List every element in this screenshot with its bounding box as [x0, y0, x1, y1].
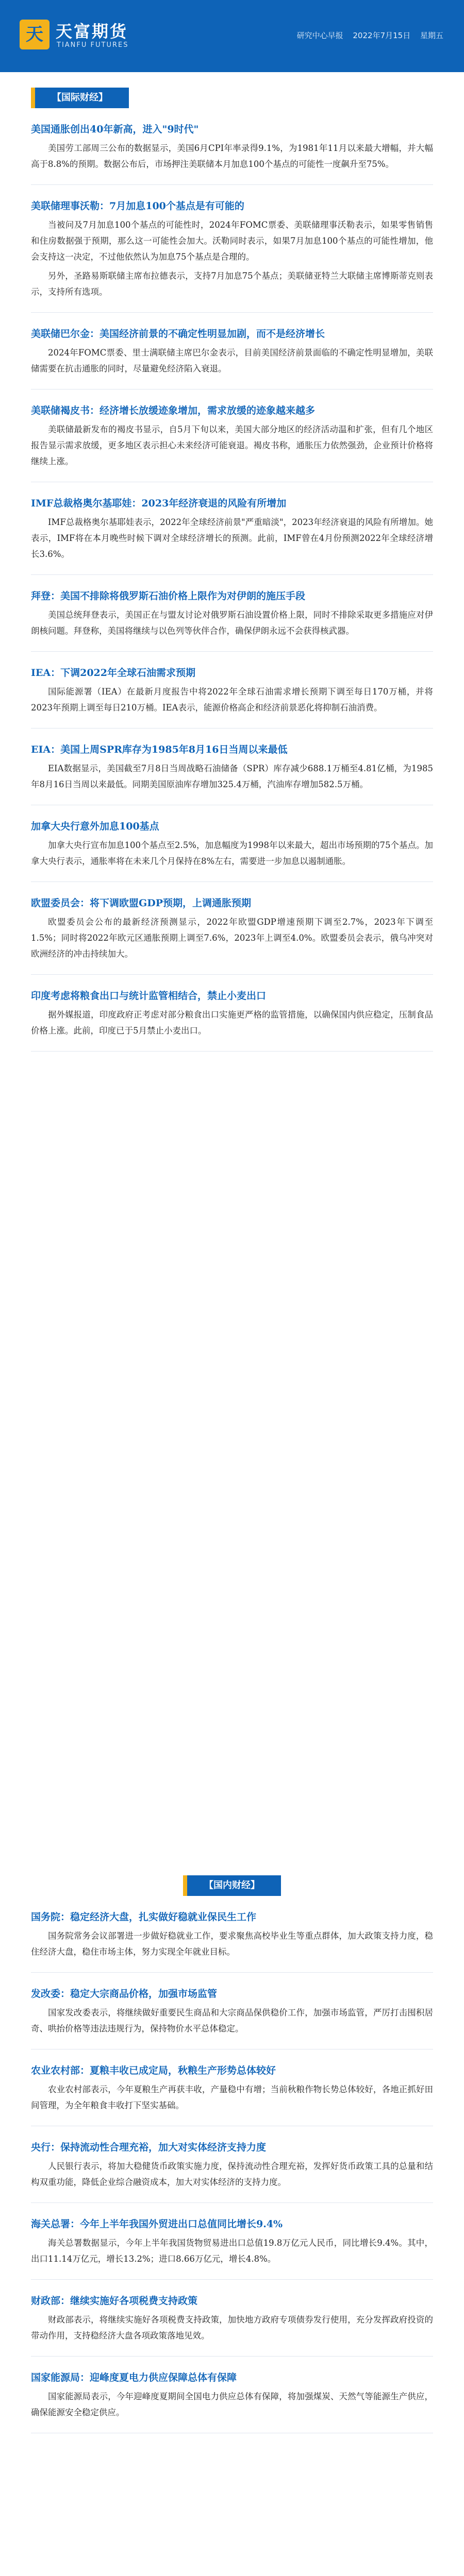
news-headline: 国务院：稳定经济大盘，扎实做好稳就业保民生工作 [31, 1911, 257, 1923]
title-accent [183, 1875, 187, 1896]
news-item [0, 2293, 464, 2357]
news-paragraph: IMF总裁格奥尔基耶娃表示，2022年全球经济前景"严重暗淡"，2023年经济衰退的风险有所增加。她表示，IMF将在本月晚些时候下调对全球经济增长的预测。此前，IMF曾在4月份预测2022年全球经济增长3.6%。 [31, 517, 433, 559]
section-international [0, 88, 464, 1052]
news-paragraph: 农业农村部表示，今年夏粮生产再获丰收，产量稳中有增；当前秋粮作物长势总体较好，各地正抓好田间管理，为全年粮食丰收打下坚实基础。 [31, 2084, 433, 2110]
title-accent [31, 88, 35, 108]
news-paragraph: 国际能源署（IEA）在最新月度报告中将2022年全球石油需求增长预期下调至每日170万桶，并将2023年预期上调至每日210万桶。IEA表示，能源价格高企和经济前景恶化将抑制石油消费。 [31, 687, 433, 713]
news-item [0, 2216, 464, 2280]
news-headline: 美国通胀创出40年新高，进入"9时代" [31, 124, 199, 135]
report-meta [290, 30, 443, 41]
news-item [0, 122, 464, 185]
report-header [0, 0, 464, 72]
news-paragraph: 美联储最新发布的褐皮书显示，自5月下旬以来，美国大部分地区的经济活动温和扩张，但有几个地区报告显示需求放缓，更多地区表示担心未来经济可能衰退。褐皮书称，通胀压力依然强劲，企业预计价格将继续上涨。 [31, 425, 433, 466]
news-paragraph: 国家发改委表示，将继续做好重要民生商品和大宗商品保供稳价工作，加强市场监管，严厉打击囤积居奇、哄抬价格等违法违规行为，保持物价水平总体稳定。 [31, 2008, 433, 2033]
divider [31, 574, 433, 575]
intl-news-list [0, 122, 464, 1052]
news-item [0, 2370, 464, 2433]
news-paragraph: 国家能源局表示，今年迎峰度夏期间全国电力供应总体有保障，将加强煤炭、天然气等能源生产供应，确保能源安全稳定供应。 [31, 2392, 433, 2417]
news-headline: 国家能源局：迎峰度夏电力供应保障总体有保障 [31, 2372, 237, 2383]
news-item [0, 198, 464, 313]
news-item [0, 403, 464, 482]
news-paragraph: 海关总署数据显示，今年上半年我国货物贸易进出口总值19.8万亿元人民币，同比增长9.4%。其中，出口11.14万亿元，增长13.2%；进口8.66万亿元，增长4.8%。 [31, 2238, 433, 2264]
logo-english-name: TIANFU FUTURES [57, 41, 129, 49]
news-item [0, 819, 464, 882]
divider [31, 184, 433, 185]
news-item [0, 2140, 464, 2203]
news-paragraph: 另外，圣路易斯联储主席布拉德表示，支持7月加息75个基点；美联储亚特兰大联储主席博斯蒂克则表示，支持所有选项。 [31, 271, 433, 297]
news-paragraph: 人民银行表示，将加大稳健货币政策实施力度，保持流动性合理充裕，发挥好货币政策工具的总量和结构双重功能，降低企业综合融资成本，加大对实体经济的支持力度。 [31, 2161, 433, 2187]
section-domestic [0, 1875, 464, 2433]
section-title-text: 【国际财经】 [52, 92, 108, 103]
news-paragraph: 当被问及7月加息100个基点的可能性时，2024年FOMC票委、美联储理事沃勒表示，如果零售销售和住房数据强于预期，那么这一可能性会加大。沃勒同时表示，如果7月加息100个基点的可能性增加，他会支持这一决定，不过他依然认为加息75个基点是合理的。 [31, 220, 433, 262]
news-item [0, 496, 464, 575]
news-item [0, 326, 464, 389]
section-title-domestic [183, 1875, 281, 1896]
news-headline: IEA：下调2022年全球石油需求预期 [31, 667, 195, 679]
divider [31, 2202, 433, 2203]
news-item [0, 1909, 464, 1973]
news-headline: 海关总署：今年上半年我国外贸进出口总值同比增长9.4% [31, 2218, 283, 2230]
news-item [0, 742, 464, 805]
news-item [0, 2063, 464, 2126]
divider [31, 1051, 433, 1052]
divider [31, 312, 433, 313]
news-paragraph: 美国劳工部周三公布的数据显示，美国6月CPI年率录得9.1%，为1981年11月以来最大增幅，并大幅高于8.8%的预期。数据公布后，市场押注美联储本月加息100个基点的可能性一度飙升至75%。 [31, 143, 433, 169]
news-paragraph: 据外媒报道，印度政府正考虑对部分粮食出口实施更严格的监管措施，以确保国内供应稳定，压制食品价格上涨。此前，印度已于5月禁止小麦出口。 [31, 1010, 433, 1036]
news-item [0, 988, 464, 1052]
logo-chinese-name: 天富期货 [56, 22, 128, 41]
news-headline: 央行：保持流动性合理充裕，加大对实体经济支持力度 [31, 2142, 267, 2153]
divider [31, 651, 433, 652]
section-title-international [31, 88, 129, 108]
news-headline: 拜登：美国不排除将俄罗斯石油价格上限作为对伊朗的施压手段 [31, 590, 306, 602]
news-paragraph: 国务院常务会议部署进一步做好稳就业工作，要求聚焦高校毕业生等重点群体，加大政策支持力度，稳住经济大盘，稳住市场主体，努力实现全年就业目标。 [31, 1931, 433, 1957]
section-title-text: 【国内财经】 [204, 1880, 260, 1891]
news-paragraph: 欧盟委员会公布的最新经济预测显示，2022年欧盟GDP增速预期下调至2.7%，2023年下调至1.5%；同时将2022年欧元区通胀预期上调至7.6%，2023年上调至4.0%。欧盟委员会表示，俄乌冲突对欧洲经济的冲击持续加大。 [31, 917, 433, 959]
domestic-news-list [0, 1909, 464, 2433]
news-paragraph: 加拿大央行宣布加息100个基点至2.5%，加息幅度为1998年以来最大，超出市场预期的75个基点。加拿大央行表示，通胀率将在未来几个月保持在8%左右，需要进一步加息以遏制通胀。 [31, 840, 433, 866]
news-paragraph: 美国总统拜登表示，美国正在与盟友讨论对俄罗斯石油设置价格上限，同时不排除采取更多措施应对伊朗核问题。拜登称，美国将继续与以色列等伙伴合作，确保伊朗永远不会获得核武器。 [31, 610, 433, 636]
news-headline: 美联储巴尔金：美国经济前景的不确定性明显加剧，而不是经济增长 [31, 328, 325, 340]
report-date: 2022年7月15日 [353, 31, 411, 40]
news-headline: 加拿大央行意外加息100基点 [31, 821, 159, 832]
news-headline: EIA：美国上周SPR库存为1985年8月16日当周以来最低 [31, 744, 288, 755]
news-paragraph: 财政部表示，将继续实施好各项税费支持政策，加快地方政府专项债券发行使用，充分发挥政府投资的带动作用，支持稳经济大盘各项政策落地见效。 [31, 2315, 433, 2341]
news-headline: 印度考虑将粮食出口与统计监管相结合，禁止小麦出口 [31, 990, 267, 1002]
divider [31, 2356, 433, 2357]
news-paragraph: EIA数据显示，美国截至7月8日当周战略石油储备（SPR）库存减少688.1万桶至4.81亿桶，为1985年8月16日当周以来最低。同期美国原油库存增加325.4万桶，汽油库存增加582.5万桶。 [31, 764, 433, 789]
news-headline: IMF总裁格奥尔基耶娃：2023年经济衰退的风险有所增加 [31, 498, 287, 509]
news-item [0, 895, 464, 975]
news-headline: 发改委：稳定大宗商品价格，加强市场监管 [31, 1988, 218, 1999]
report-weekday: 星期五 [420, 31, 443, 40]
news-headline: 财政部：继续实施好各项税费支持政策 [31, 2295, 198, 2307]
report-type: 研究中心早报 [296, 31, 343, 40]
divider [31, 2279, 433, 2280]
news-item [0, 588, 464, 652]
news-item [0, 665, 464, 728]
news-item [0, 1986, 464, 2049]
news-headline: 欧盟委员会：将下调欧盟GDP预期，上调通胀预期 [31, 897, 251, 909]
news-headline: 美联储理事沃勒：7月加息100个基点是有可能的 [31, 200, 244, 212]
news-headline: 美联储褐皮书：经济增长放缓迹象增加，需求放缓的迹象越来越多 [31, 405, 316, 416]
divider [31, 1972, 433, 1973]
company-logo [20, 18, 143, 55]
news-headline: 农业农村部：夏粮丰收已成定局，秋粮生产形势总体较好 [31, 2065, 276, 2076]
logo-mark: 天 [20, 20, 49, 49]
news-paragraph: 2024年FOMC票委、里士满联储主席巴尔金表示，目前美国经济前景面临的不确定性明显增加，美联储需要在抗击通胀的同时，尽量避免经济陷入衰退。 [31, 348, 433, 374]
divider [31, 974, 433, 975]
